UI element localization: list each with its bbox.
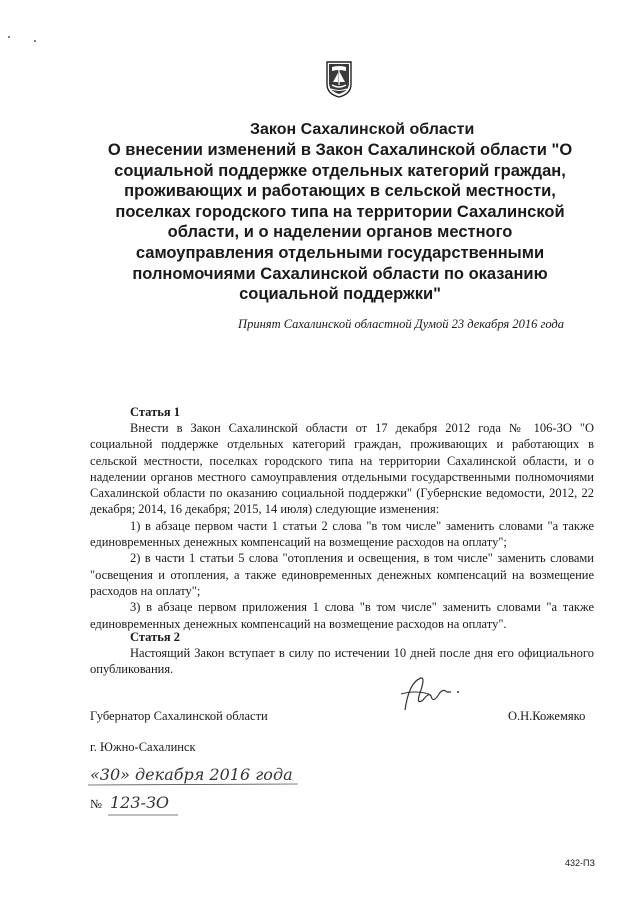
- article-2-body: [90, 645, 594, 678]
- scan-speck: [8, 36, 10, 38]
- signatory-position: Губернатор Сахалинской области: [90, 709, 268, 723]
- adoption-note: Принят Сахалинской областной Думой 23 декабря 2016 года: [238, 317, 564, 331]
- article-1-item-1: 1) в абзаце первом части 1 статьи 2 слова "в том числе" заменить словами "а также единовременных денежных компенсаций на возмещение расходов на оплату";: [90, 518, 594, 550]
- handwritten-date: «30» декабря 2016 года: [90, 765, 293, 784]
- law-subject-title: О внесении изменений в Закон Сахалинской области "О социальной поддержке отдельных категорий граждан, проживающих и работающих в сельской местности, поселках городского типа на территории Сахалинской области, и о наделении органов местного самоуправления отдельными государственными полномочиями Сахалинской области по оказанию социальной поддержки": [107, 141, 573, 304]
- handwritten-signature: [395, 670, 465, 720]
- article-1-item-3: 3) в абзаце первом приложения 1 слова "в том числе" заменить словами "а также единовременных денежных компенсаций на возмещение расходов на оплату".: [90, 600, 594, 631]
- document-code: 432-ПЗ: [565, 858, 595, 868]
- signatory-name: О.Н.Кожемяко: [508, 709, 586, 723]
- article-2-heading: Статья 2: [130, 630, 180, 644]
- number-prefix: №: [90, 797, 102, 811]
- article-2-text: Настоящий Закон вступает в силу по истечении 10 дней после дня его официального опубликования.: [90, 646, 594, 677]
- number-underline: [108, 812, 178, 818]
- signing-place: г. Южно-Сахалинск: [90, 740, 196, 754]
- article-1-intro: Внести в Закон Сахалинской области от 17 декабря 2012 года № 106-ЗО "О социальной поддержке отдельных категорий граждан, проживающих и работающих в сельской местности, поселках городского типа на территории Сахалинской области, и о наделении органов местного самоуправления отдельными государственными полномочиями Сахалинской области по оказанию социальной поддержки" (Губернские ведомости, 2012, 22 декабря; 2014, 16 декабря; 2015, 14 июля) следующие изменения:: [90, 421, 594, 517]
- article-1-item-2: 2) в части 1 статьи 5 слова "отопления и освещения, в том числе" заменить словами "освещения и отопления, а также единовременных денежных компенсаций на возмещение расходов на оплату";: [90, 551, 594, 598]
- law-title: Закон Сахалинской области: [250, 121, 475, 138]
- article-1-heading: Статья 1: [130, 405, 180, 419]
- handwritten-law-number: 123-ЗО: [110, 793, 170, 812]
- article-1-body: [90, 420, 594, 632]
- scan-speck: [34, 40, 36, 42]
- coat-of-arms-emblem: [325, 58, 353, 98]
- date-underline: [88, 782, 298, 788]
